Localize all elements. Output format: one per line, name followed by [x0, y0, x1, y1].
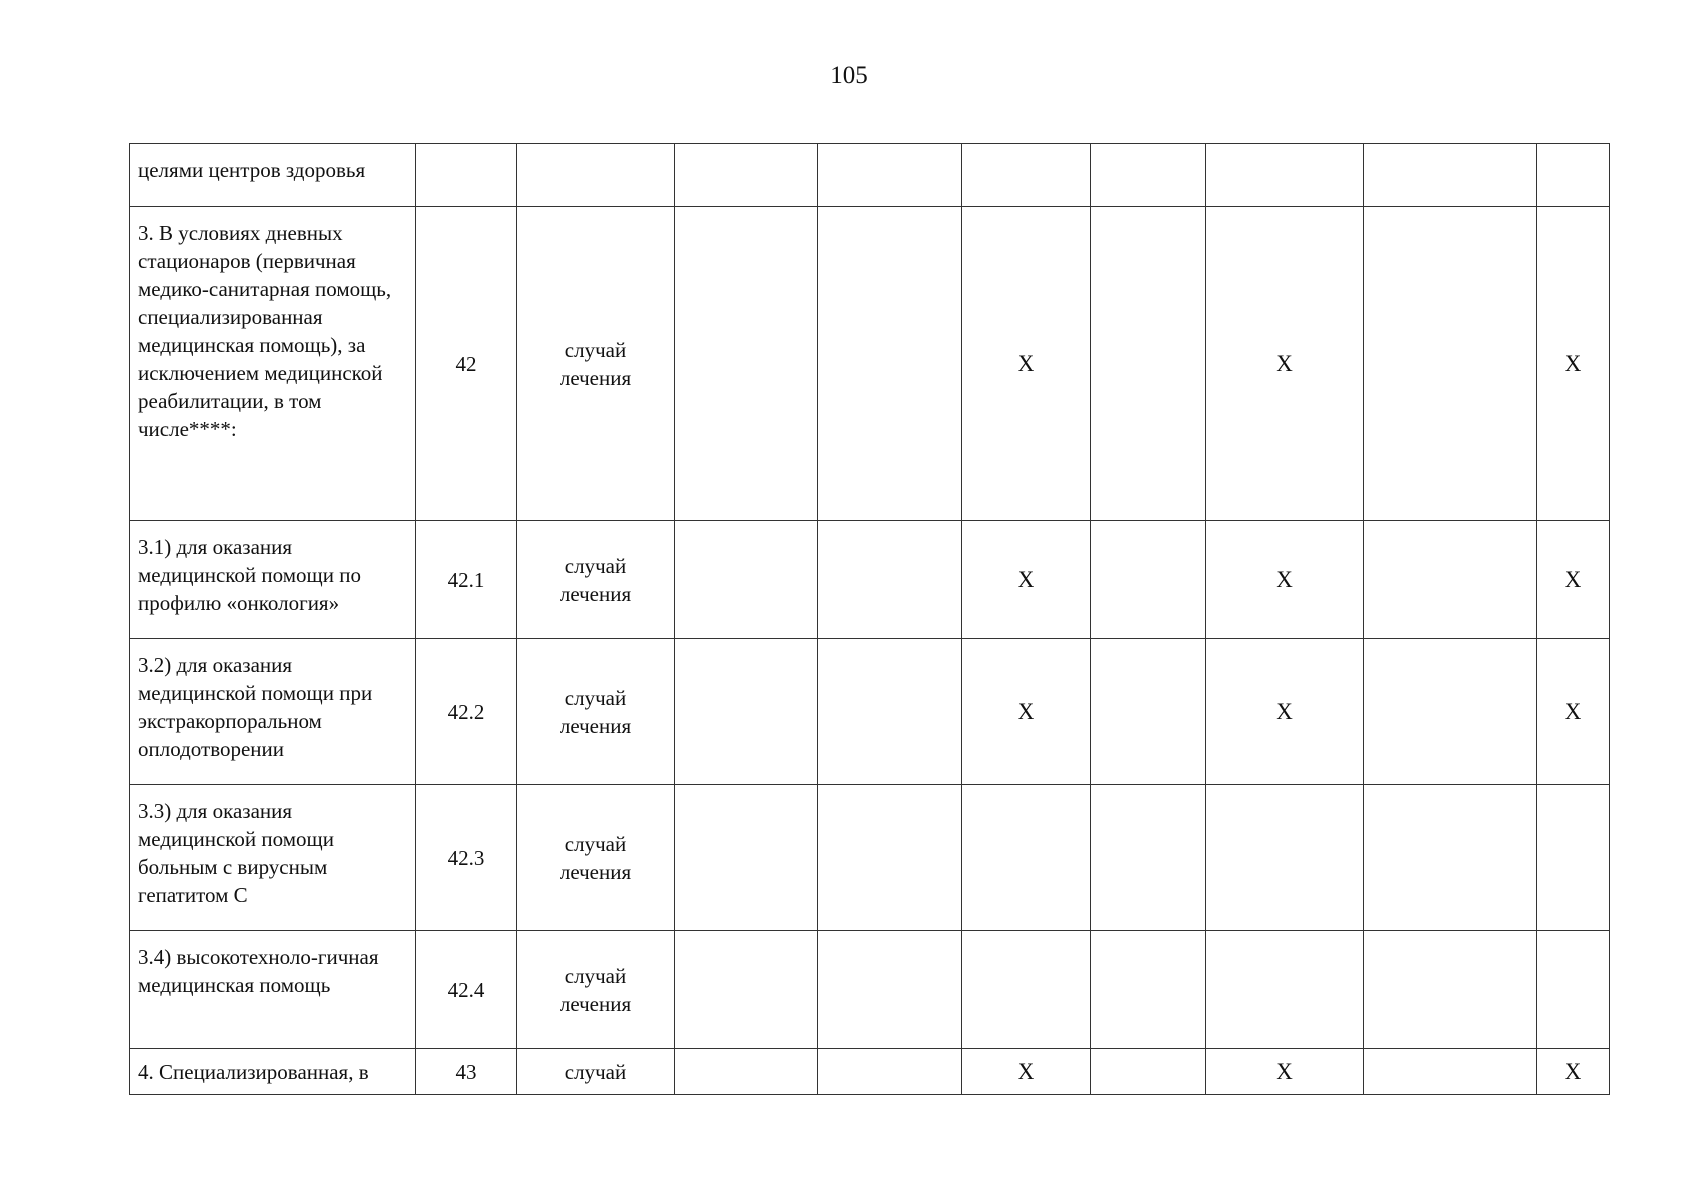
not-applicable-mark: X: [1276, 350, 1293, 376]
row-code: [416, 144, 517, 207]
not-applicable-mark: X: [1276, 698, 1293, 724]
not-applicable-mark: X: [1564, 698, 1582, 724]
value-cell: [1091, 144, 1206, 207]
value-cell: [1206, 639, 1364, 785]
value-cell: [675, 207, 818, 521]
row-code: 42.1: [416, 521, 517, 639]
row-description: целями центров здоровья: [130, 144, 416, 207]
value-cell: [1537, 931, 1610, 1049]
value-cell: [818, 521, 962, 639]
value-cell: [1091, 785, 1206, 931]
unit-text: лечения: [559, 991, 632, 1016]
value-cell: [1091, 639, 1206, 785]
row-code: 43: [416, 1049, 517, 1095]
unit-text: случай: [564, 963, 627, 988]
table-row: [130, 639, 1610, 785]
value-cell: [818, 207, 962, 521]
table-row: [130, 521, 1610, 639]
value-cell: [1364, 785, 1537, 931]
page-number: 105: [830, 62, 868, 89]
table-row: [130, 1049, 1610, 1095]
value-cell: [1364, 931, 1537, 1049]
value-cell: [1537, 1049, 1610, 1095]
value-cell: [675, 144, 818, 207]
value-cell: [818, 931, 962, 1049]
value-cell: [1091, 1049, 1206, 1095]
row-unit: [517, 207, 675, 521]
not-applicable-mark: X: [1017, 350, 1035, 376]
row-code: 42.2: [416, 639, 517, 785]
value-cell: [1537, 144, 1610, 207]
value-cell: [1091, 931, 1206, 1049]
unit-text: случай: [564, 831, 627, 856]
unit-text: лечения: [559, 859, 632, 884]
value-cell: [1364, 639, 1537, 785]
value-cell: [1364, 1049, 1537, 1095]
not-applicable-mark: X: [1564, 566, 1582, 592]
row-code: 42.4: [416, 931, 517, 1049]
value-cell: [1537, 521, 1610, 639]
value-cell: [675, 639, 818, 785]
value-cell: [675, 785, 818, 931]
unit-text: лечения: [559, 365, 632, 390]
not-applicable-mark: X: [1017, 566, 1035, 592]
value-cell: [1364, 521, 1537, 639]
value-cell: [962, 639, 1091, 785]
not-applicable-mark: X: [1564, 1058, 1582, 1084]
value-cell: [818, 785, 962, 931]
row-description: 3.2) для оказания медицинской помощи при экстракорпоральном оплодотворении: [130, 639, 416, 785]
row-description: 3.4) высокотехноло-гичная медицинская помощь: [130, 931, 416, 1049]
not-applicable-mark: X: [1276, 1058, 1293, 1084]
unit-text: случай: [564, 553, 627, 578]
standards-table: [129, 143, 1610, 1095]
unit-text: случай: [564, 685, 627, 710]
not-applicable-mark: X: [1276, 566, 1293, 592]
value-cell: [1537, 785, 1610, 931]
value-cell: [962, 1049, 1091, 1095]
unit-text: случай: [564, 1059, 627, 1084]
row-description: 3. В условиях дневных стационаров (первичная медико-санитарная помощь, специализированная медицинская помощь), за исключением медицинской реабилитации, в том числе****:: [130, 207, 416, 521]
table-row: [130, 931, 1610, 1049]
value-cell: [675, 1049, 818, 1095]
row-unit: [517, 1049, 675, 1095]
row-unit: [517, 639, 675, 785]
table-row: [130, 144, 1610, 207]
not-applicable-mark: X: [1017, 1058, 1035, 1084]
value-cell: [1091, 207, 1206, 521]
not-applicable-mark: X: [1564, 350, 1582, 376]
row-unit: [517, 931, 675, 1049]
row-code: 42.3: [416, 785, 517, 931]
value-cell: [962, 144, 1091, 207]
value-cell: [818, 1049, 962, 1095]
value-cell: [1537, 207, 1610, 521]
value-cell: [962, 931, 1091, 1049]
value-cell: [818, 639, 962, 785]
value-cell: [675, 931, 818, 1049]
row-unit: [517, 785, 675, 931]
table-row: [130, 207, 1610, 521]
row-description: 3.1) для оказания медицинской помощи по профилю «онкология»: [130, 521, 416, 639]
value-cell: [962, 521, 1091, 639]
value-cell: [1206, 931, 1364, 1049]
value-cell: [1206, 521, 1364, 639]
value-cell: [1537, 639, 1610, 785]
unit-text: лечения: [559, 713, 632, 738]
row-unit: [517, 144, 675, 207]
row-description: 4. Специализированная, в: [130, 1049, 416, 1095]
value-cell: [1206, 144, 1364, 207]
row-description: 3.3) для оказания медицинской помощи больным с вирусным гепатитом С: [130, 785, 416, 931]
unit-text: случай: [564, 337, 627, 362]
value-cell: [675, 521, 818, 639]
value-cell: [962, 207, 1091, 521]
unit-text: лечения: [559, 581, 632, 606]
value-cell: [1206, 1049, 1364, 1095]
value-cell: [818, 144, 962, 207]
value-cell: [962, 785, 1091, 931]
row-unit: [517, 521, 675, 639]
value-cell: [1206, 207, 1364, 521]
table-row: [130, 785, 1610, 931]
row-code: 42: [416, 207, 517, 521]
not-applicable-mark: X: [1017, 698, 1035, 724]
value-cell: [1364, 207, 1537, 521]
value-cell: [1364, 144, 1537, 207]
value-cell: [1091, 521, 1206, 639]
value-cell: [1206, 785, 1364, 931]
